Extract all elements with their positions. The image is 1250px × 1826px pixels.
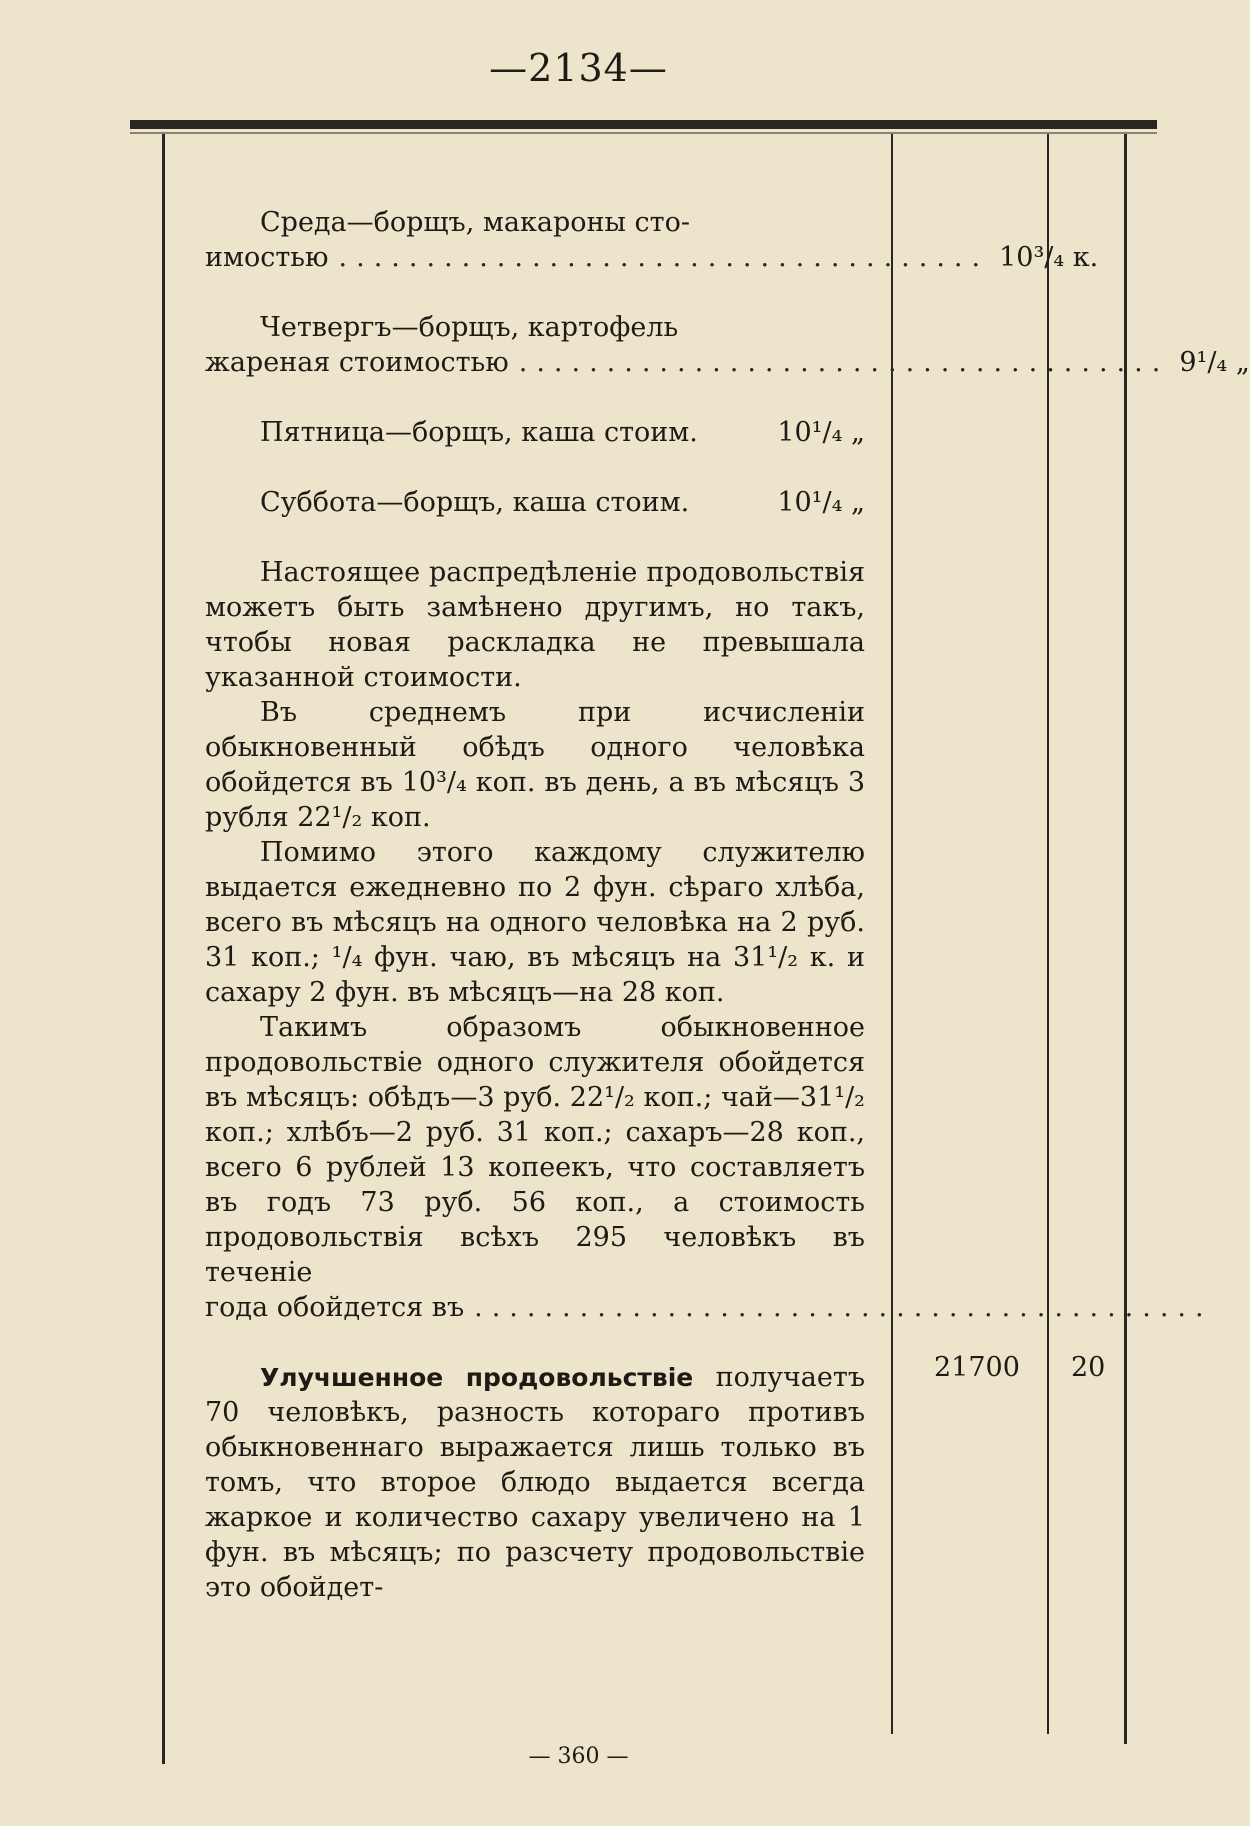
improved-paragraph [205,1360,865,1605]
menu-thursday-label: жареная стоимостью [205,347,509,378]
menu-wednesday-label: имостью [205,242,329,273]
leader-dots: ..................................... [338,242,990,273]
left-column-rule [162,134,165,1764]
page-number-bottom: — 360 — [528,1744,629,1769]
menu-thursday-line1: Четвергъ—борщъ, картофель [260,312,679,343]
menu-thursday [205,310,1250,380]
total-paragraph [205,1010,1213,1325]
menu-thursday-price: 9¹/₄ „ [1179,347,1250,378]
menu-friday-price: 10¹/₄ „ [777,417,865,448]
menu-wednesday-line1: Среда—борщъ, макароны сто- [260,207,690,238]
amount-rubles: 21700 [934,1352,1020,1383]
leader-dots: ..................................... [518,347,1170,378]
menu-friday [205,415,865,450]
menu-saturday-label: Суббота—борщъ, каша стоим. [260,487,690,518]
improved-heading: Улучшенное продовольствіе [260,1363,694,1392]
total-last-label: года обойдется въ [205,1292,465,1323]
menu-wednesday-line2 [205,240,1099,275]
header-rule [130,120,1157,129]
average-cost-paragraph: Въ среднемъ при исчисленіи обыкновенный обѣдъ одного человѣка обойдется въ 10³/₄ коп. въ день, а въ мѣсяцъ 3 рубля 22¹/₂ коп. [205,697,865,833]
menu-wednesday [205,205,1099,275]
total-text: Такимъ образомъ обыкновенное продовольствіе одного служителя обойдется въ мѣсяцъ: обѣдъ—3 руб. 22¹/₂ коп.; чай—31¹/₂ коп.; хлѣбъ—2 руб. 31 коп.; сахаръ—28 коп., всего 6 рублей 13 копеекъ, что составляетъ въ годъ 73 руб. 56 коп., а стоимость продовольствія всѣхъ 295 человѣкъ въ теченіе [205,1012,865,1288]
menu-saturday-price: 10¹/₄ „ [777,487,865,518]
total-last-line [205,1290,1213,1325]
menu-thursday-line2 [205,345,1250,380]
amount-kopecks: 20 [1071,1352,1106,1383]
menu-friday-label: Пятница—борщъ, каша стоим. [260,417,698,448]
header-rule-thin [130,132,1157,134]
improved-text: получаетъ 70 человѣкъ, разность котораго противъ обыкновеннаго выражается лишь только въ томъ, что второе блюдо выдается всегда жаркое и количество сахару увеличено на 1 фун. въ мѣсяцъ; по разсчету продовольствіе это обойдет- [205,1362,865,1603]
menu-wednesday-price: 10³/₄ к. [999,242,1099,273]
extra-rations-paragraph: Помимо этого каждому служителю выдается ежедневно по 2 фун. сѣраго хлѣба, всего въ мѣсяцъ на одного человѣка на 2 руб. 31 коп.; ¹/₄ фун. чаю, въ мѣсяцъ на 31¹/₂ к. и сахару 2 фун. въ мѣсяцъ—на 28 коп. [205,837,865,1008]
menu-saturday [205,485,865,520]
replacement-note: Настоящее распредѣленіе продовольствія можетъ быть замѣнено другимъ, но такъ, чтобы новая раскладка не превышала указанной стоимости. [205,557,865,693]
leader-dots: .......................................... [474,1292,1213,1323]
page-number-top: —2134— [489,46,668,90]
